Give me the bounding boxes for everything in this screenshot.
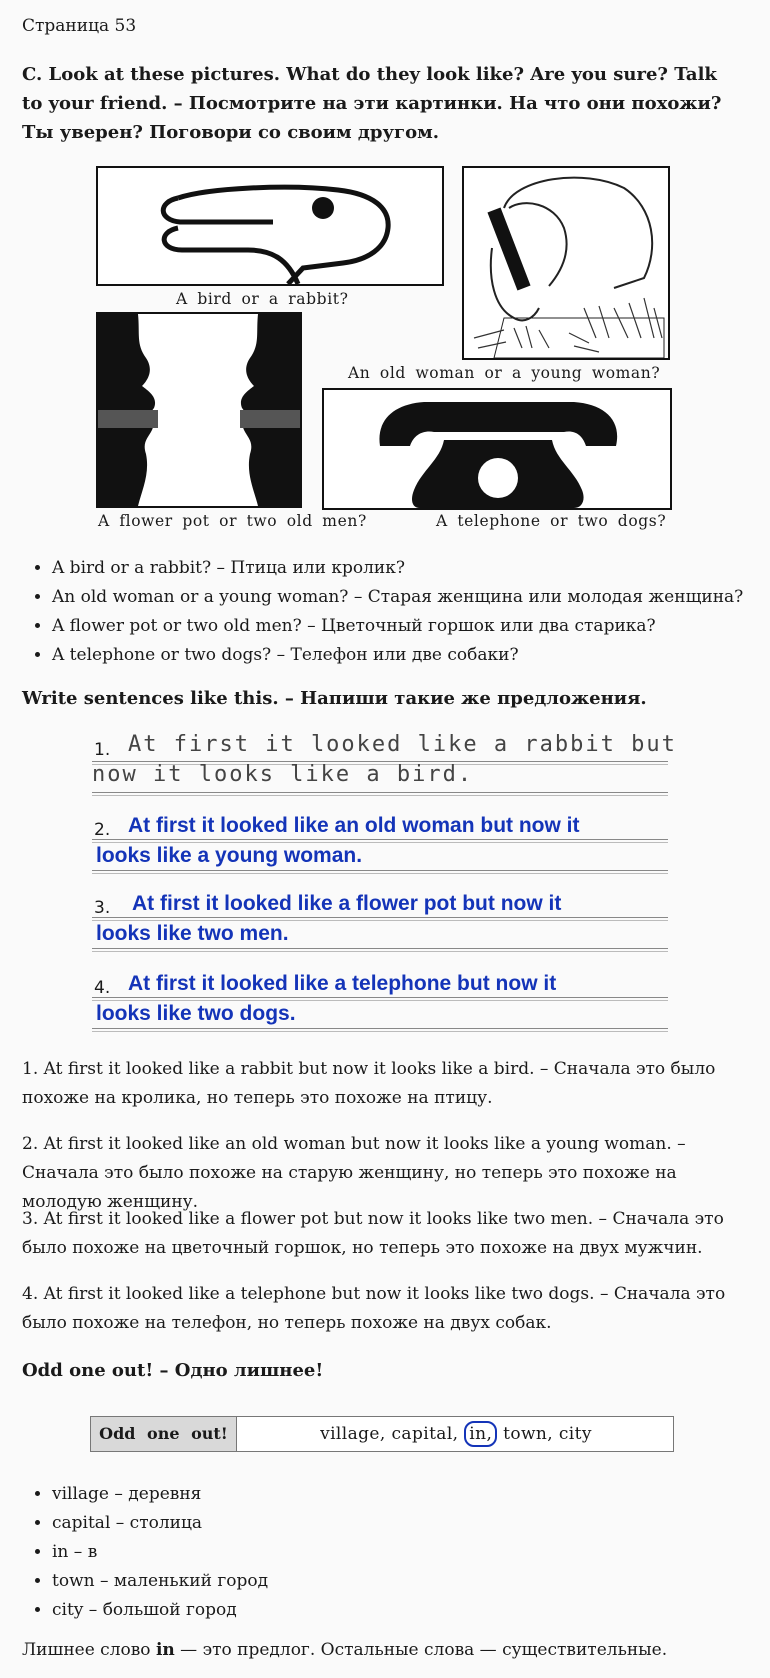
woman-picture xyxy=(462,166,670,360)
exercise-heading: C. Look at these pictures. What do they look like? Are you sure? Talk to your friend. – Посмотрите на эти картинки. На что они похожи? Ты уверен? Поговори со своим другом. xyxy=(22,64,722,143)
exercise-number: 4. xyxy=(94,978,111,998)
odd-one-out-words xyxy=(239,1417,673,1451)
list-item: • town – маленький город xyxy=(52,1567,268,1596)
list-item: • A bird or a rabbit? – Птица или кролик? xyxy=(52,554,743,583)
list-item: • in – в xyxy=(52,1538,268,1567)
picture-translations-list xyxy=(22,554,743,670)
write-heading: Write sentences like this. – Напиши такие же предложения. xyxy=(22,688,647,709)
exercise-number: 2. xyxy=(94,820,111,840)
circled-answer: in, xyxy=(464,1421,497,1447)
vocab-list xyxy=(22,1480,268,1625)
conclusion-after: — это предлог. Остальные слова — существительные. xyxy=(174,1640,668,1660)
answer-line2: looks like a young woman. xyxy=(96,844,363,867)
answer-line1: At first it looked like a flower pot but now it xyxy=(132,892,562,915)
page-number: Страница 53 xyxy=(22,16,137,36)
list-item: • capital – столица xyxy=(52,1509,268,1538)
answer-line2: looks like two dogs. xyxy=(96,1002,296,1025)
answer-line1: At first it looked like an old woman but now it xyxy=(128,814,580,837)
answer-paragraph: 4. At first it looked like a telephone but now it looks like two dogs. – Сначала это было похоже на телефон, но теперь похоже на двух собак. xyxy=(22,1284,726,1333)
bird-rabbit-drawing xyxy=(98,168,442,284)
vase-faces-drawing xyxy=(98,314,300,506)
bird-caption: A bird or a rabbit? xyxy=(176,290,349,308)
handwritten-example-line2: now it looks like a bird. xyxy=(92,762,474,787)
conclusion xyxy=(22,1640,667,1660)
answer-paragraph: 2. At first it looked like an old woman but now it looks like a young woman. – Сначала это было похоже на старую женщину, но теперь это похоже на молодую женщину. xyxy=(22,1134,686,1212)
telephone-dogs-picture xyxy=(322,388,672,510)
list-item: • An old woman or a young woman? – Старая женщина или молодая женщина? xyxy=(52,583,743,612)
exercise-number: 3. xyxy=(94,898,111,918)
conclusion-word: in xyxy=(155,1640,175,1660)
odd-one-out-box xyxy=(90,1416,674,1452)
answer-line2: looks like two men. xyxy=(96,922,289,945)
phone-caption: A telephone or two dogs? xyxy=(436,512,667,530)
vase-faces-picture xyxy=(96,312,302,508)
telephone-dogs-drawing xyxy=(324,390,670,508)
list-item: • city – большой город xyxy=(52,1596,268,1625)
answer-paragraph: 1. At first it looked like a rabbit but now it looks like a bird. – Сначала это было похоже на кролика, но теперь это похоже на птицу. xyxy=(22,1059,716,1108)
list-item: • A flower pot or two old men? – Цветочный горшок или два старика? xyxy=(52,612,743,641)
list-item: • A telephone or two dogs? – Телефон или две собаки? xyxy=(52,641,743,670)
answer-line1: At first it looked like a telephone but now it xyxy=(128,972,557,995)
bird-rabbit-picture xyxy=(96,166,444,286)
answer-paragraph: 3. At first it looked like a flower pot but now it looks like two men. – Сначала это было похоже на цветочный горшок, но теперь это похоже на двух мужчин. xyxy=(22,1209,724,1258)
illusions-figure xyxy=(96,166,674,534)
words-after: town, city xyxy=(503,1424,592,1444)
woman-drawing xyxy=(464,168,668,358)
handwritten-example-line1: At first it looked like a rabbit but xyxy=(128,732,677,757)
words-before: village, capital, xyxy=(320,1424,459,1444)
odd-one-out-heading: Odd one out! – Одно лишнее! xyxy=(22,1360,324,1381)
exercise-number: 1. xyxy=(94,740,111,760)
conclusion-before: Лишнее слово xyxy=(22,1640,156,1660)
odd-one-out-label: Odd one out! xyxy=(91,1417,237,1451)
list-item: • village – деревня xyxy=(52,1480,268,1509)
vase-caption: A flower pot or two old men? xyxy=(98,512,367,530)
woman-caption: An old woman or a young woman? xyxy=(348,364,661,382)
